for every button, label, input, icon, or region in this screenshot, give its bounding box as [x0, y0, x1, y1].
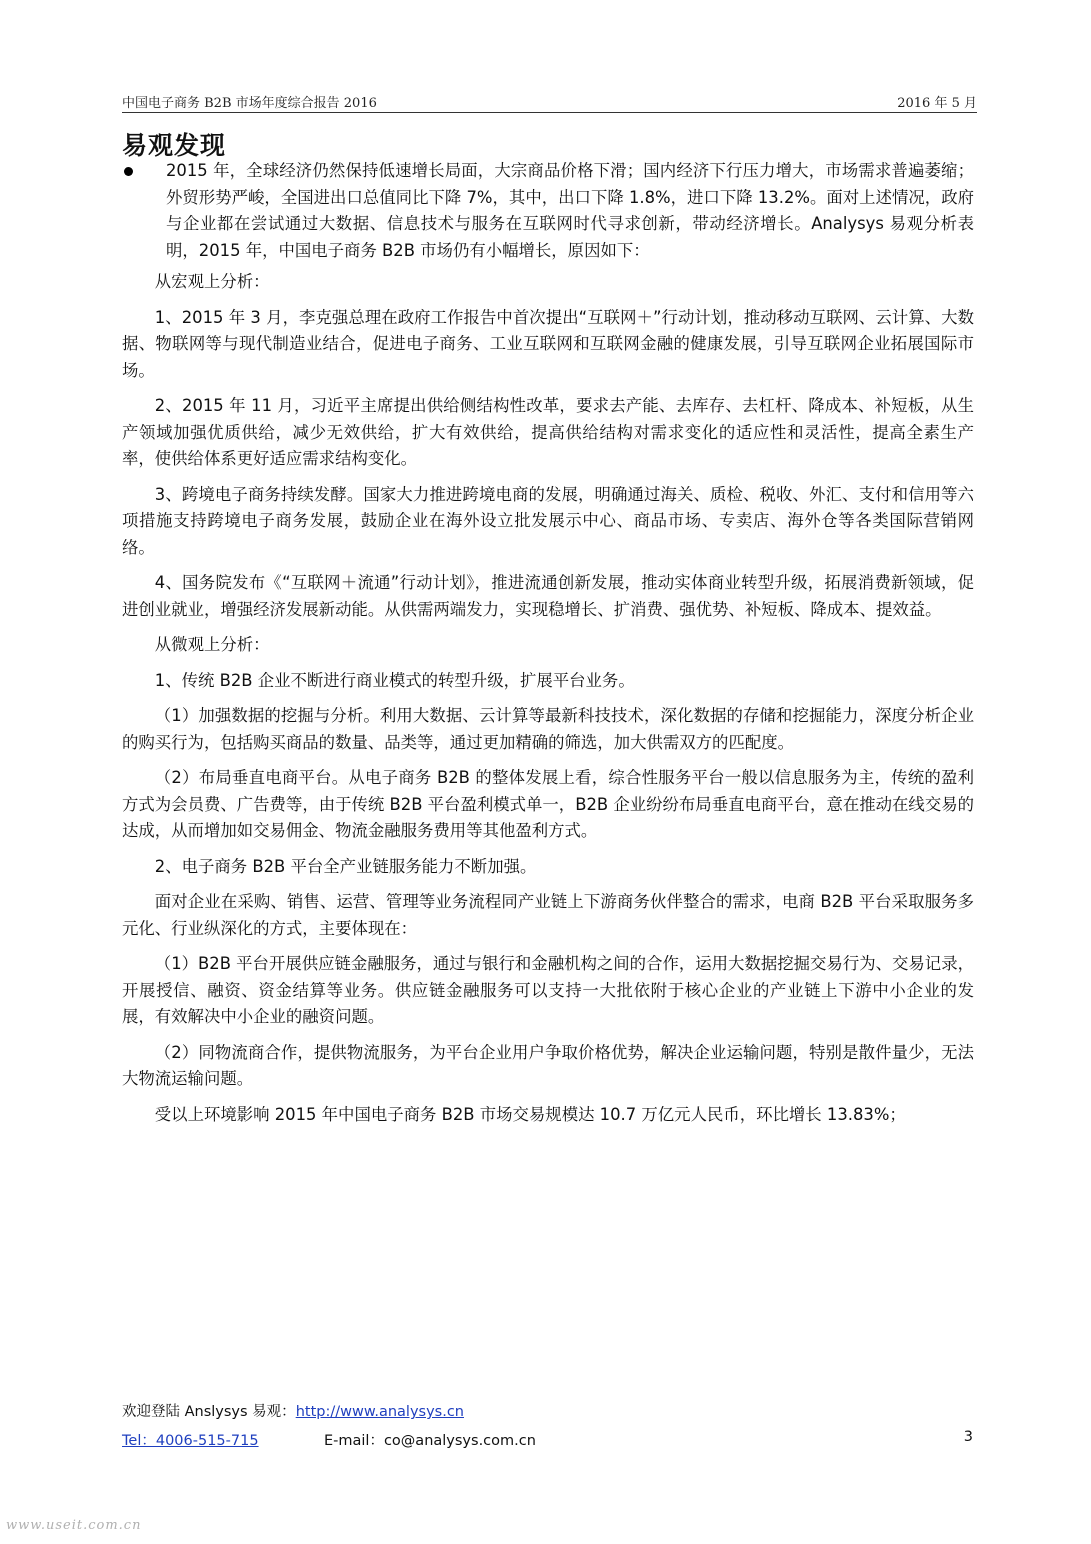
paragraph-macro-heading: 从宏观上分析：: [154, 272, 270, 291]
bullet-paragraph: 2015 年，全球经济仍然保持低速增长局面，大宗商品价格下滑；国内经济下行压力增大，市场需求普遍萎缩；外贸形势严峻，全国进出口总值同比下降 7%，其中，出口下降 1.8%，进口下降 13.2%。面对上述情况，政府与企业都在尝试通过大数据、信息技术与服务在互联网时代寻求创新，带动经济增长。Analysys 易观分析表明，2015 年，中国电子商务 B2B 市场仍有小幅增长，原因如下：: [166, 161, 974, 260]
paragraph-micro-1: 1、传统 B2B 企业不断进行商业模式的转型升级，扩展平台业务。: [154, 670, 635, 690]
header-divider: [122, 112, 977, 113]
paragraph-micro-heading: 从微观上分析：: [154, 635, 270, 654]
paragraph-summary: 受以上环境影响 2015 年中国电子商务 B2B 市场交易规模达 10.7 万亿元人民币，环比增长 13.83%；: [154, 1104, 906, 1124]
paragraph-macro-2: 2、2015 年 11 月，习近平主席提出供给侧结构性改革，要求去产能、去库存、去杠杆、降成本、补短板，从生产领域加强优质供给，减少无效供给，扩大有效供给，提高供给结构对需求变化的适应性和灵活性，提高全素生产率，使供给体系更好适应需求结构变化。: [122, 396, 974, 468]
body-content: [122, 158, 974, 1128]
paragraph-micro-2-1: （1）B2B 平台开展供应链金融服务，通过与银行和金融机构之间的合作，运用大数据挖掘交易行为、交易记录，开展授信、融资、资金结算等业务。供应链金融服务可以支持一大批依附于核心企业的产业链上下游中小企业的发展，有效解决中小企业的融资问题。: [122, 954, 974, 1026]
footer-welcome-text: 欢迎登陆 Anslysys 易观：: [122, 1404, 296, 1420]
footer-tel-link[interactable]: Tel：4006-515-715: [122, 1433, 259, 1449]
paragraph-macro-3: 3、跨境电子商务持续发酵。国家大力推进跨境电商的发展，明确通过海关、质检、税收、外汇、支付和信用等六项措施支持跨境电子商务发展，鼓励企业在海外设立批发展示中心、商品市场、专卖店、海外仓等各类国际营销网络。: [122, 484, 974, 557]
bullet-dot-icon: [124, 167, 133, 176]
header-title: 中国电子商务 B2B 市场年度综合报告 2016: [122, 96, 377, 111]
watermark: www.useit.com.cn: [6, 1518, 142, 1533]
paragraph-micro-2-intro: 面对企业在采购、销售、运营、管理等业务流程同产业链上下游商务伙伴整合的需求，电商 B2B 平台采取服务多元化、行业纵深化的方式，主要体现在：: [122, 892, 974, 938]
footer-welcome: [122, 1400, 464, 1421]
footer-website-link[interactable]: http://www.analysys.cn: [295, 1404, 464, 1420]
page-header: [122, 92, 977, 112]
paragraph-micro-1-2: （2）布局垂直电商平台。从电子商务 B2B 的整体发展上看，综合性服务平台一般以信息服务为主，传统的盈利方式为会员费、广告费等，由于传统 B2B 平台盈利模式单一，B2B 企业纷纷布局垂直电商平台，意在推动在线交易的达成，从而增加如交易佣金、物流金融服务费用等其他盈利方式。: [122, 768, 974, 840]
page-number: 3: [963, 1429, 973, 1445]
footer-email: E-mail：co@analysys.com.cn: [324, 1433, 536, 1449]
paragraph-micro-1-1: （1）加强数据的挖掘与分析。利用大数据、云计算等最新科技技术，深化数据的存储和挖掘能力，深度分析企业的购买行为，包括购买商品的数量、品类等，通过更加精确的筛选，加大供需双方的匹配度。: [122, 706, 974, 752]
header-date: 2016 年 5 月: [897, 96, 977, 111]
section-title: 易观发现: [122, 131, 227, 160]
paragraph-macro-4: 4、国务院发布《“互联网＋流通”行动计划》，推进流通创新发展，推动实体商业转型升级，拓展消费新领域，促进创业就业，增强经济发展新动能。从供需两端发力，实现稳增长、扩消费、强优势、补短板、降成本、提效益。: [122, 573, 974, 619]
paragraph-macro-1: 1、2015 年 3 月，李克强总理在政府工作报告中首次提出“互联网＋”行动计划，推动移动互联网、云计算、大数据、物联网等与现代制造业结合，促进电子商务、工业互联网和互联网金融的健康发展，引导互联网企业拓展国际市场。: [122, 307, 974, 380]
bullet-item: [122, 158, 974, 264]
paragraph-micro-2: 2、电子商务 B2B 平台全产业链服务能力不断加强。: [154, 856, 537, 876]
paragraph-micro-2-2: （2）同物流商合作，提供物流服务，为平台企业用户争取价格优势，解决企业运输问题，特别是散件量少，无法大物流运输问题。: [122, 1042, 974, 1088]
